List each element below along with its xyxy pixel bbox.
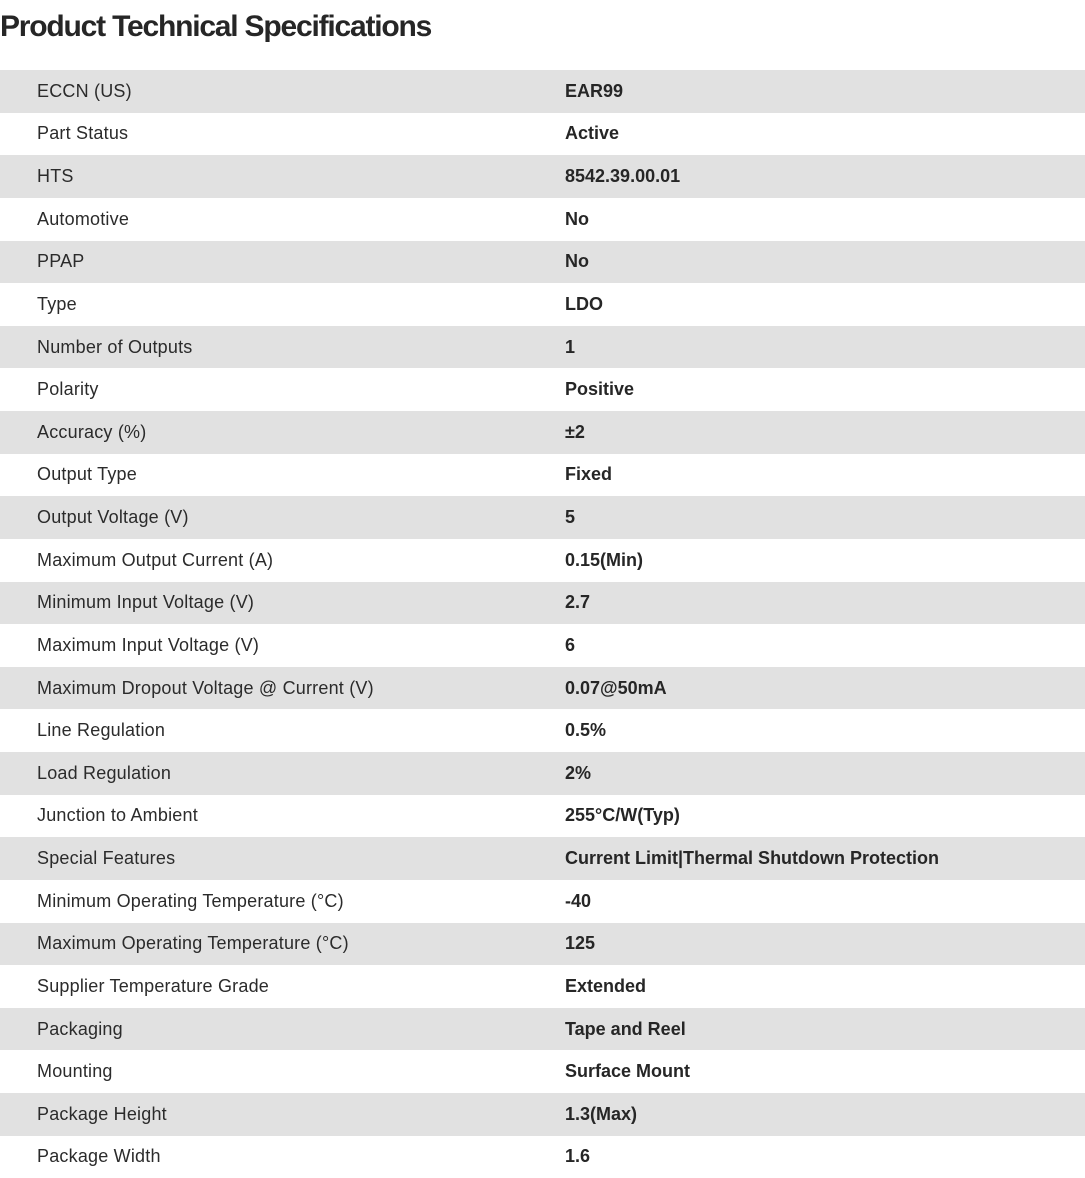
spec-label: Part Status	[37, 123, 129, 144]
spec-row	[0, 709, 1085, 752]
spec-label: Output Type	[37, 464, 137, 485]
spec-label: Maximum Input Voltage (V)	[37, 634, 260, 655]
spec-value: 2%	[565, 762, 592, 783]
spec-row	[0, 454, 1085, 497]
spec-value: 6	[565, 634, 576, 655]
spec-value: 8542.39.00.01	[565, 166, 681, 187]
spec-row	[0, 880, 1085, 923]
spec-row	[0, 965, 1085, 1008]
spec-label: Special Features	[37, 848, 176, 869]
spec-row	[0, 582, 1085, 625]
spec-label: Minimum Operating Temperature (°C)	[37, 890, 344, 911]
spec-row	[0, 624, 1085, 667]
spec-table-body	[0, 70, 1085, 1178]
spec-value: No	[565, 208, 589, 229]
spec-value: 1	[565, 336, 576, 357]
spec-row	[0, 923, 1085, 966]
spec-row	[0, 1008, 1085, 1051]
spec-value: ±2	[565, 421, 585, 442]
spec-label: Supplier Temperature Grade	[37, 975, 269, 996]
spec-value: 0.07@50mA	[565, 677, 667, 698]
spec-value: 1.3(Max)	[565, 1103, 638, 1124]
spec-row	[0, 1050, 1085, 1093]
spec-row	[0, 1136, 1085, 1178]
spec-row	[0, 283, 1085, 326]
spec-label: Maximum Operating Temperature (°C)	[37, 933, 349, 954]
spec-label: Maximum Dropout Voltage @ Current (V)	[37, 677, 374, 698]
spec-row	[0, 113, 1085, 156]
spec-row	[0, 539, 1085, 582]
spec-row	[0, 752, 1085, 795]
spec-label: Automotive	[37, 208, 130, 229]
page-title: Product Technical Specifications	[0, 10, 432, 43]
spec-label: HTS	[37, 166, 74, 187]
spec-value: Positive	[565, 379, 635, 400]
spec-value: Extended	[565, 975, 647, 996]
spec-row	[0, 326, 1085, 369]
spec-value: 0.15(Min)	[565, 549, 644, 570]
spec-row	[0, 837, 1085, 880]
spec-row	[0, 411, 1085, 454]
spec-label: Minimum Input Voltage (V)	[37, 592, 255, 613]
spec-row	[0, 241, 1085, 284]
spec-value: Tape and Reel	[565, 1018, 686, 1039]
spec-value: 0.5%	[565, 720, 607, 741]
spec-value: Surface Mount	[565, 1061, 691, 1082]
spec-label: Accuracy (%)	[37, 421, 147, 442]
spec-row	[0, 70, 1085, 113]
spec-label: Package Width	[37, 1146, 161, 1167]
spec-row	[0, 155, 1085, 198]
spec-label: Line Regulation	[37, 720, 166, 741]
spec-label: Polarity	[37, 379, 99, 400]
spec-value: 1.6	[565, 1146, 591, 1167]
spec-row	[0, 198, 1085, 241]
spec-value: No	[565, 251, 589, 272]
spec-value: 5	[565, 507, 576, 528]
spec-label: Mounting	[37, 1061, 113, 1082]
spec-value: Current Limit|Thermal Shutdown Protection	[565, 848, 940, 869]
spec-row	[0, 667, 1085, 710]
spec-row	[0, 496, 1085, 539]
spec-value: 125	[565, 933, 596, 954]
spec-label: Number of Outputs	[37, 336, 193, 357]
spec-value: LDO	[565, 293, 603, 314]
spec-label: Maximum Output Current (A)	[37, 549, 274, 570]
spec-label: ECCN (US)	[37, 80, 132, 101]
spec-label: Type	[37, 293, 77, 314]
spec-value: 255°C/W(Typ)	[565, 805, 680, 826]
spec-label: Package Height	[37, 1103, 167, 1124]
spec-label: Packaging	[37, 1018, 123, 1039]
spec-value: Active	[565, 123, 620, 144]
spec-value: 2.7	[565, 592, 591, 613]
spec-value: Fixed	[565, 464, 613, 485]
spec-table	[0, 70, 1085, 1178]
spec-label: Output Voltage (V)	[37, 507, 189, 528]
spec-row	[0, 795, 1085, 838]
spec-label: PPAP	[37, 251, 85, 272]
spec-row	[0, 1093, 1085, 1136]
spec-label: Junction to Ambient	[37, 805, 198, 826]
spec-label: Load Regulation	[37, 762, 172, 783]
spec-row	[0, 368, 1085, 411]
spec-value: EAR99	[565, 80, 624, 101]
spec-value: -40	[565, 890, 592, 911]
